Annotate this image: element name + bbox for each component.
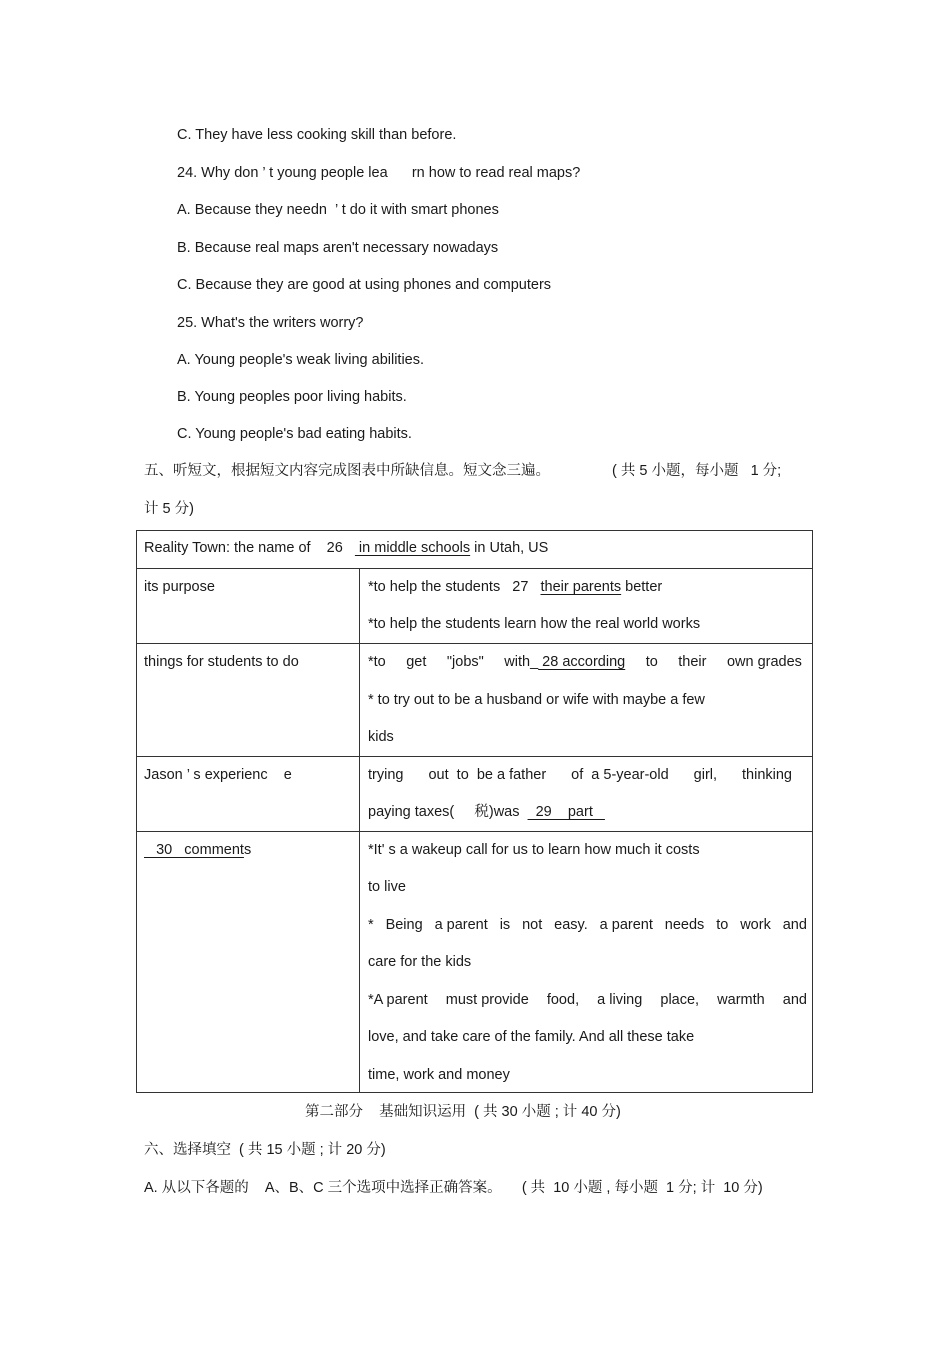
option-q25-a: A. Young people's weak living abilities. <box>177 352 425 368</box>
row5-line4: care for the kids <box>368 954 472 970</box>
row3-word: their <box>678 654 707 670</box>
row4-line2 <box>368 803 605 821</box>
row2-line1-prefix: *to help the students 27 <box>368 579 541 595</box>
row4-line1 <box>368 766 792 784</box>
table-row-reality-town <box>144 539 548 557</box>
row5-word: warmth <box>717 992 765 1008</box>
table-row-divider <box>137 756 812 757</box>
row5-label-suffix: s <box>243 842 252 858</box>
row3-word: *to <box>368 654 386 670</box>
row5-word: easy. <box>554 917 588 933</box>
row3-word: "jobs" <box>446 654 484 670</box>
answer-29: 29 part <box>527 804 605 820</box>
row3-line2: * to try out to be a husband or wife with maybe a few <box>368 692 705 708</box>
row4-word: out to be a father <box>428 767 547 783</box>
option-q25-c: C. Young people's bad eating habits. <box>177 426 412 442</box>
section6-sub-a: A. 从以下各题的 A、B、C 三个选项中选择正确答案。 ( 共 10 小题 , 每小题 1 分; 计 10 分) <box>144 1180 763 1196</box>
row5-word: needs <box>664 917 705 933</box>
row4-word: thinking <box>742 767 792 783</box>
table-row-divider <box>137 643 812 644</box>
row3-word: own grades <box>726 654 802 670</box>
row4-word: girl, <box>693 767 718 783</box>
row5-word: to <box>716 917 729 933</box>
row5-word: * <box>368 917 374 933</box>
row5-word: Being <box>385 917 423 933</box>
table-row-divider <box>137 568 812 569</box>
question-24: 24. Why don ’ t young people lea rn how to read real maps? <box>177 165 581 181</box>
row3-label: things for students to do <box>144 654 299 670</box>
section5-score-cont: 计 5 分) <box>144 501 194 517</box>
row3-line3: kids <box>368 729 394 745</box>
row5-word: not <box>522 917 543 933</box>
row5-word: *A parent <box>368 992 428 1008</box>
section5-score: ( 共 5 小题，每小题 1 分; <box>612 463 782 479</box>
row4-line2-prefix: paying taxes( 税)was <box>368 804 528 820</box>
option-q24-c: C. Because they are good at using phones and computers <box>177 277 552 293</box>
row3-word: with_ <box>504 654 539 670</box>
row5-word: and <box>782 992 807 1008</box>
row5-line5 <box>368 991 807 1009</box>
row4-label: Jason ’ s experienc e <box>144 767 292 783</box>
row5-word: a parent <box>599 917 653 933</box>
listening-table <box>136 530 813 1093</box>
answer-30: 30 comment <box>144 842 244 858</box>
row5-line1: *It' s a wakeup call for us to learn how much it costs <box>368 842 700 858</box>
row2-label: its purpose <box>144 579 215 595</box>
row3-word: to <box>645 654 658 670</box>
answer-27: their parents <box>540 579 622 595</box>
row5-word: is <box>499 917 511 933</box>
row4-word: trying <box>368 767 404 783</box>
section5-heading: 五、听短文，根据短文内容完成图表中所缺信息。短文念三遍。 <box>144 463 550 479</box>
row5-word: must provide <box>445 992 529 1008</box>
row3-line1 <box>368 653 802 671</box>
row5-word: and <box>782 917 807 933</box>
row5-word: a living <box>597 992 643 1008</box>
answer-26: in middle schools <box>354 540 471 556</box>
row5-word: food, <box>546 992 580 1008</box>
part2-heading: 第二部分 基础知识运用 ( 共 30 小题 ; 计 40 分) <box>305 1104 621 1120</box>
row1-prefix: Reality Town: the name of 26 <box>144 540 355 556</box>
row5-word: place, <box>660 992 700 1008</box>
row5-line3 <box>368 916 807 934</box>
option-q23-c: C. They have less cooking skill than before. <box>177 127 457 143</box>
row5-line6: love, and take care of the family. And all these take <box>368 1029 695 1045</box>
question-25: 25. What's the writers worry? <box>177 315 364 331</box>
row5-word: work <box>740 917 771 933</box>
section6-heading: 六、选择填空 ( 共 15 小题 ; 计 20 分) <box>144 1142 386 1158</box>
row5-label <box>144 841 251 859</box>
answer-28: 28 according <box>538 654 626 670</box>
row3-word: get <box>406 654 427 670</box>
table-row-divider <box>137 831 812 832</box>
option-q24-b: B. Because real maps aren't necessary nowadays <box>177 240 499 256</box>
row4-word: of a 5-year-old <box>571 767 669 783</box>
row5-line2: to live <box>368 879 406 895</box>
row2-line1-suffix: better <box>621 579 663 595</box>
option-q25-b: B. Young peoples poor living habits. <box>177 389 407 405</box>
option-q24-a: A. Because they needn ’ t do it with smart phones <box>177 202 499 218</box>
row5-line7: time, work and money <box>368 1067 510 1083</box>
row1-suffix: in Utah, US <box>470 540 549 556</box>
row2-line2: *to help the students learn how the real world works <box>368 616 701 632</box>
row5-word: a parent <box>434 917 488 933</box>
row2-line1 <box>368 578 662 596</box>
table-column-divider <box>359 568 360 1092</box>
